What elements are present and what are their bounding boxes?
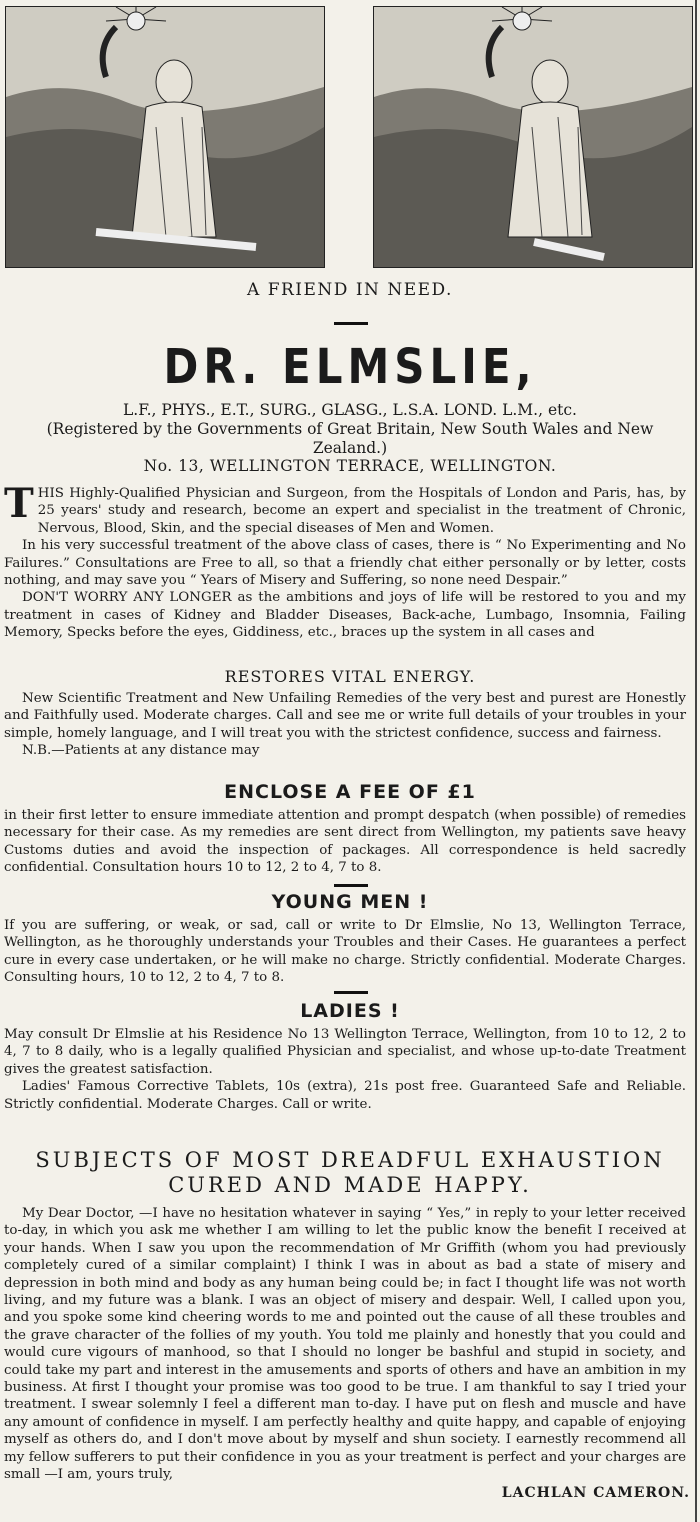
enclose-fee-heading: ENCLOSE A FEE OF £1 — [224, 781, 476, 803]
treatment-section — [4, 690, 686, 760]
address: No. 13, WELLINGTON TERRACE, WELLINGTON. — [143, 457, 557, 475]
woman-with-lamp-svg — [374, 7, 692, 267]
dont-worry-paragraph: DON'T WORRY ANY LONGER as the ambitions and joys of life will be restored to you and my treatment in cases of Kidney and Bladder Diseases, Back-ache, Lumbago, Insomnia, Failing Memory, Specks before the eyes, Giddiness, etc., braces up the system in all cases and — [4, 590, 686, 641]
young-men-paragraph: If you are suffering, or weak, or sad, call or write to Dr Elmslie, No 13, Wellington Terrace, Wellington, as he thoroughly understands your Troubles and their Cases. He guarantees a perfect cure in every case undertaken, or he will make no charge. Strictly confidential. Moderate Charges. Consulting hours, 10 to 12, 2 to 4, 7 to 8. — [4, 918, 686, 986]
tablets-paragraph: Ladies' Famous Corrective Tablets, 10s (extra), 21s post free. Guaranteed Safe and Reliable. Strictly confidential. Moderate Charges. Call or write. — [4, 1079, 686, 1112]
testimonial-heading-line2: CURED AND MADE HAPPY. — [168, 1173, 532, 1197]
intro-section — [4, 480, 686, 642]
illustration-row — [0, 6, 700, 268]
testimonial-section — [4, 1205, 686, 1484]
experimenting-paragraph: In his very successful treatment of the above class of cases, there is “ No Experimenting and No Failures.” Consultations are Free to all, so that a friendly chat either personally or by letter, costs nothing, and may save you “ Years of Misery and Suffering, so none need Despair.” — [4, 538, 686, 589]
nb-paragraph: N.B.—Patients at any distance may — [22, 743, 260, 759]
divider — [334, 322, 368, 325]
restores-heading: RESTORES VITAL ENERGY. — [224, 667, 476, 686]
testimonial-letter: My Dear Doctor, —I have no hesitation whatever in saying “ Yes,” in reply to your letter received to-day, in which you ask me whether I am willing to let the public know the benefit I received at your hands. When I saw you upon the recommendation of Mr Griffith (whom you had previously completely cured of a similar complaint) I think I was in about as bad a state of misery and depression in both mind and body as any human being could be; in fact I thought life was not worth living, and my future was a blank. I was an object of misery and despair. Well, I called upon you, and you spoke some kind cheering words to me and pointed out the cause of all these troubles and the grave character of the follies of my youth. You told me plainly and honestly that you could and would cure vigours of manhood, so that I should no longer be bashful and stupid in society, and could take my part and interest in the amusements and sports of others and have an ambition in my business. At first I thought your promise was too good to be true. I am thankful to say I tried your treatment. I swear solemnly I feel a different man to-day. I have put on flesh and muscle and have any amount of confidence in myself. I am perfectly healthy and quite happy, and capable of enjoying myself as others do, and I don't move about by myself and shun society. I earnestly recommend all my fellow sufferers to put their confidence in you as your treatment is perfect and your charges are small —I am, yours truly, — [4, 1206, 686, 1483]
divider — [334, 991, 368, 994]
young-men-section — [4, 917, 686, 987]
ladies-heading: LADIES ! — [300, 1000, 400, 1022]
qualifications: L.F., PHYS., E.T., SURG., GLASG., L.S.A. LOND. L.M., etc. — [123, 401, 577, 419]
registration-note: (Registered by the Governments of Great Britain, New South Wales and New Zealand.) — [46, 420, 654, 457]
fee-paragraph: in their first letter to ensure immediate attention and prompt despatch (when possible) of remedies necessary for their case. As my remedies are sent direct from Wellington, my patients save heavy Customs duties and avoid the inspection of packages. All correspondence is held sacredly confidential. Consultation hours 10 to 12, 2 to 4, 7 to 8. — [4, 808, 686, 876]
intro-text: HIS Highly-Qualified Physician and Surgeon, from the Hospitals of London and Paris, has, by 25 years' study and research, become an expert and specialist in the treatment of Chronic, Nervous, Blood, Skin, and the special diseases of Men and Women. — [37, 486, 686, 536]
divider — [334, 884, 368, 887]
drop-cap: T — [4, 480, 34, 527]
treatment-paragraph: New Scientific Treatment and New Unfailing Remedies of the very best and purest are Honestly and Faithfully used. Moderate charges. Call and see me or write full details of your troubles in your simple, homely language, and I will treat you with the strictest confidence, success and fairness. — [4, 691, 686, 741]
ladies-section — [4, 1026, 686, 1113]
caption: A FRIEND IN NEED. — [247, 280, 453, 300]
intro-paragraph — [4, 480, 686, 537]
woman-with-lamp-svg — [6, 7, 324, 267]
doctor-name-title: DR. ELMSLIE, — [163, 338, 537, 395]
ladies-paragraph: May consult Dr Elmslie at his Residence No 13 Wellington Terrace, Wellington, from 10 to 12, 2 to 4, 7 to 8 daily, who is a legally qualified Physician and specialist, and whose up-to-date Treatment gives the greatest satisfaction. — [4, 1027, 686, 1077]
fee-section — [4, 807, 686, 877]
young-men-heading: YOUNG MEN ! — [271, 891, 429, 913]
woman-with-lamp-illustration-right — [373, 6, 693, 268]
testimonial-heading-line1: SUBJECTS OF MOST DREADFUL EXHAUSTION — [35, 1148, 665, 1172]
signature: LACHLAN CAMERON. — [501, 1485, 690, 1501]
woman-with-lamp-illustration-left — [5, 6, 325, 268]
